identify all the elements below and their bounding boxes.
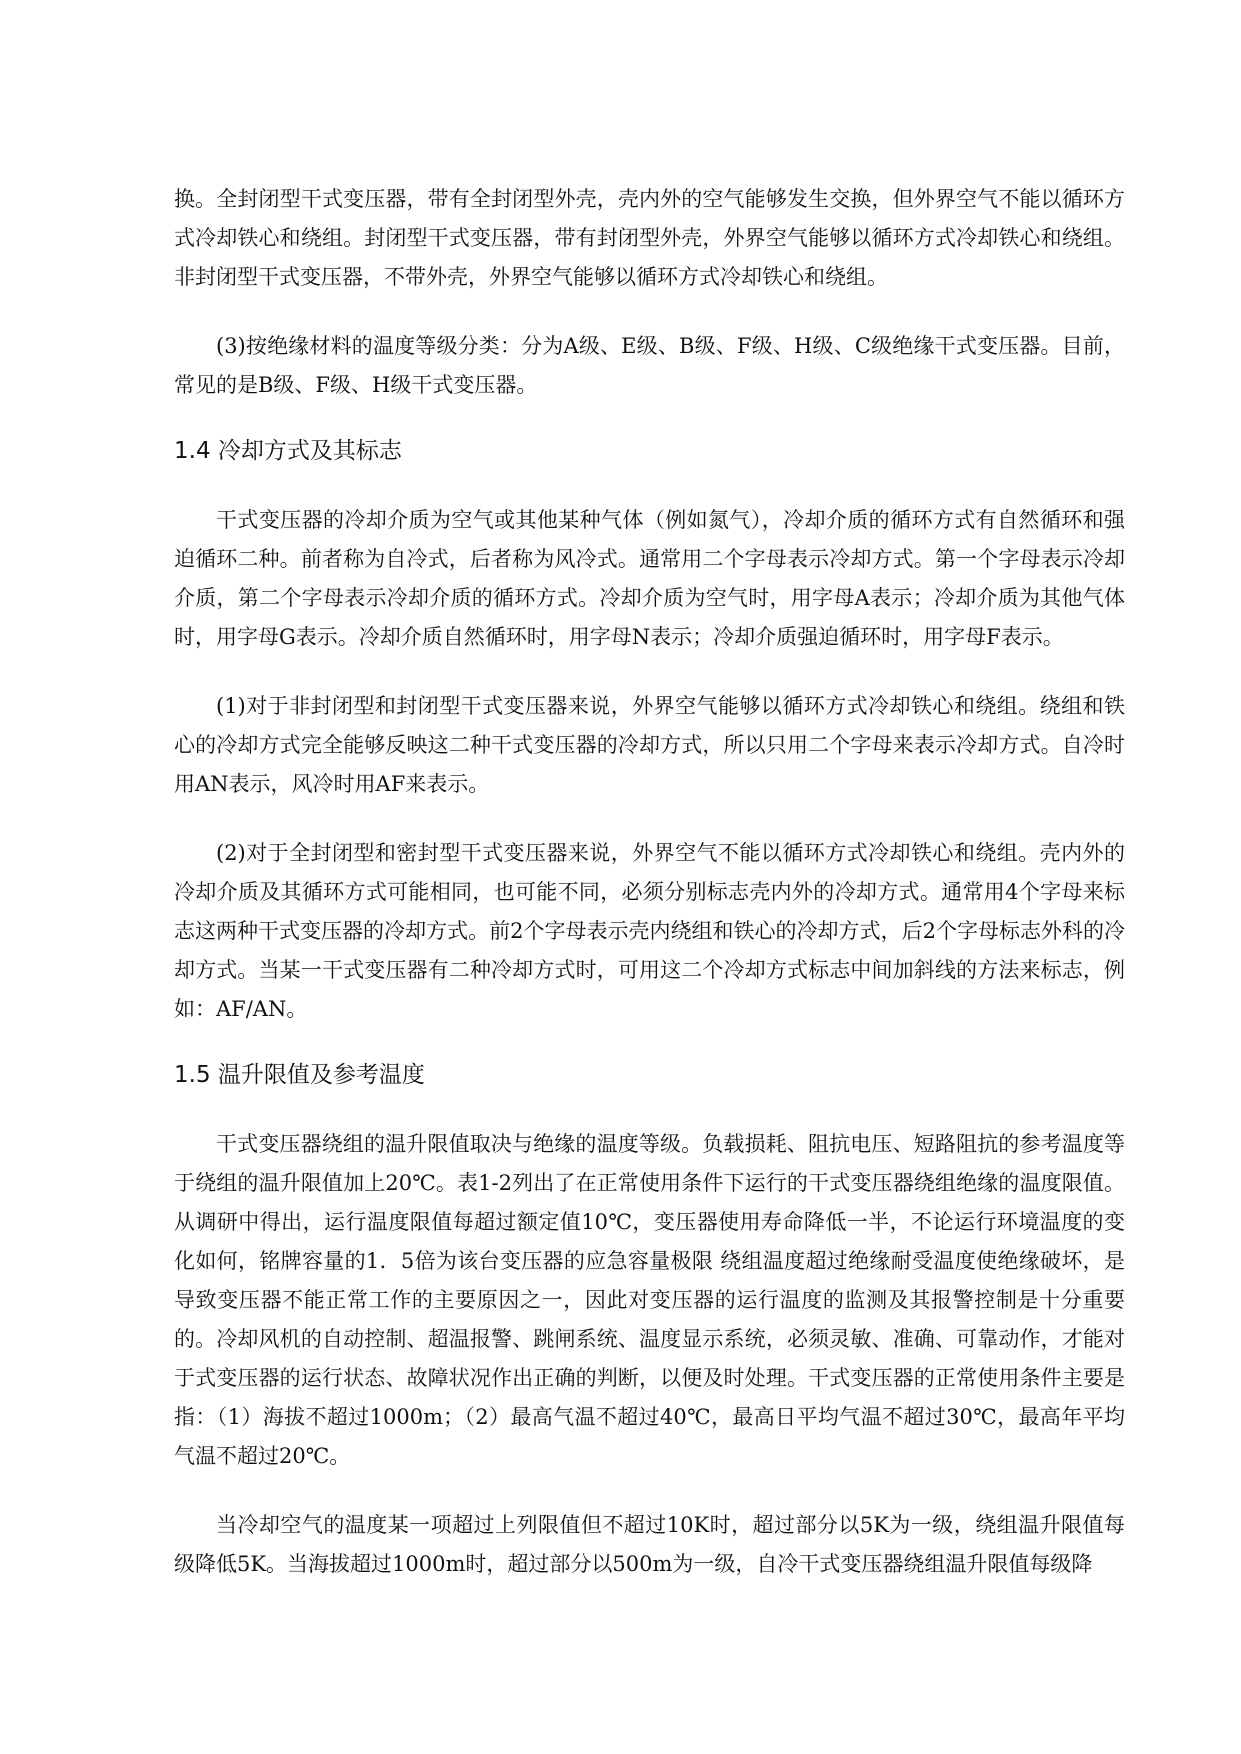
paragraph-temperature-limits: 干式变压器绕组的温升限值取决与绝缘的温度等级。负载损耗、阻抗电压、短路阻抗的参考温度等于绕组的温升限值加上20℃。表1-2列出了在正常使用条件下运行的干式变压器绕组绝缘的温度限值。从调研中得出，运行温度限值每超过额定值10℃，变压器使用寿命降低一半，不论运行环境温度的变化如何，铭牌容量的1．5倍为该台变压器的应急容量极限 绕组温度超过绝缘耐受温度使绝缘破坏，是导致变压器不能正常工作的主要原因之一，因此对变压器的运行温度的监测及其报警控制是十分重要的。冷却风机的自动控制、超温报警、跳闸系统、温度显示系统，必须灵敏、准确、可靠动作，才能对于式变压器的运行状态、故障状况作出正确的判断，以便及时处理。干式变压器的正常使用条件主要是指：（1）海拔不超过1000m；（2）最高气温不超过40℃，最高日平均气温不超过30℃，最高年平均气温不超过20℃。 [174, 1132, 1125, 1468]
section-heading-temperature-rise: 1.5 温升限值及参考温度 [174, 1062, 425, 1088]
paragraph-insulation-class: (3)按绝缘材料的温度等级分类：分为A级、E级、B级、F级、H级、C级绝缘干式变压器。目前，常见的是B级、F级、H级干式变压器。 [174, 334, 1125, 397]
document-page [174, 180, 1125, 1584]
paragraph-cooling-open-type: (1)对于非封闭型和封闭型干式变压器来说，外界空气能够以循环方式冷却铁心和绕组。绕组和铁心的冷却方式完全能够反映这二种干式变压器的冷却方式，所以只用二个字母来表示冷却方式。自冷时用AN表示，风冷时用AF来表示。 [174, 694, 1125, 796]
section-heading-cooling: 1.4 冷却方式及其标志 [174, 438, 402, 464]
paragraph-cooling-sealed-type: (2)对于全封闭型和密封型干式变压器来说，外界空气不能以循环方式冷却铁心和绕组。壳内外的冷却介质及其循环方式可能相同，也可能不同，必须分别标志壳内外的冷却方式。通常用4个字母来标志这两种干式变压器的冷却方式。前2个字母表示壳内绕组和铁心的冷却方式，后2个字母标志外科的冷却方式。当某一干式变压器有二种冷却方式时，可用这二个冷却方式标志中间加斜线的方法来标志，例如：AF/AN。 [174, 841, 1125, 1021]
paragraph-enclosure-types: 换。全封闭型干式变压器，带有全封闭型外壳，壳内外的空气能够发生交换，但外界空气不能以循环方式冷却铁心和绕组。封闭型干式变压器，带有封闭型外壳，外界空气能够以循环方式冷却铁心和绕组。非封闭型干式变压器，不带外壳，外界空气能够以循环方式冷却铁心和绕组。 [174, 187, 1125, 289]
paragraph-derating: 当冷却空气的温度某一项超过上列限值但不超过10K时，超过部分以5K为一级，绕组温升限值每级降低5K。当海拔超过1000m时，超过部分以500m为一级，自冷干式变压器绕组温升限值每级降 [174, 1513, 1125, 1576]
paragraph-cooling-medium: 干式变压器的冷却介质为空气或其他某种气体（例如氮气），冷却介质的循环方式有自然循环和强迫循环二种。前者称为自冷式，后者称为风冷式。通常用二个字母表示冷却方式。第一个字母表示冷却介质，第二个字母表示冷却介质的循环方式。冷却介质为空气时，用字母A表示；冷却介质为其他气体时，用字母G表示。冷却介质自然循环时，用字母N表示；冷却介质强迫循环时，用字母F表示。 [174, 508, 1125, 649]
